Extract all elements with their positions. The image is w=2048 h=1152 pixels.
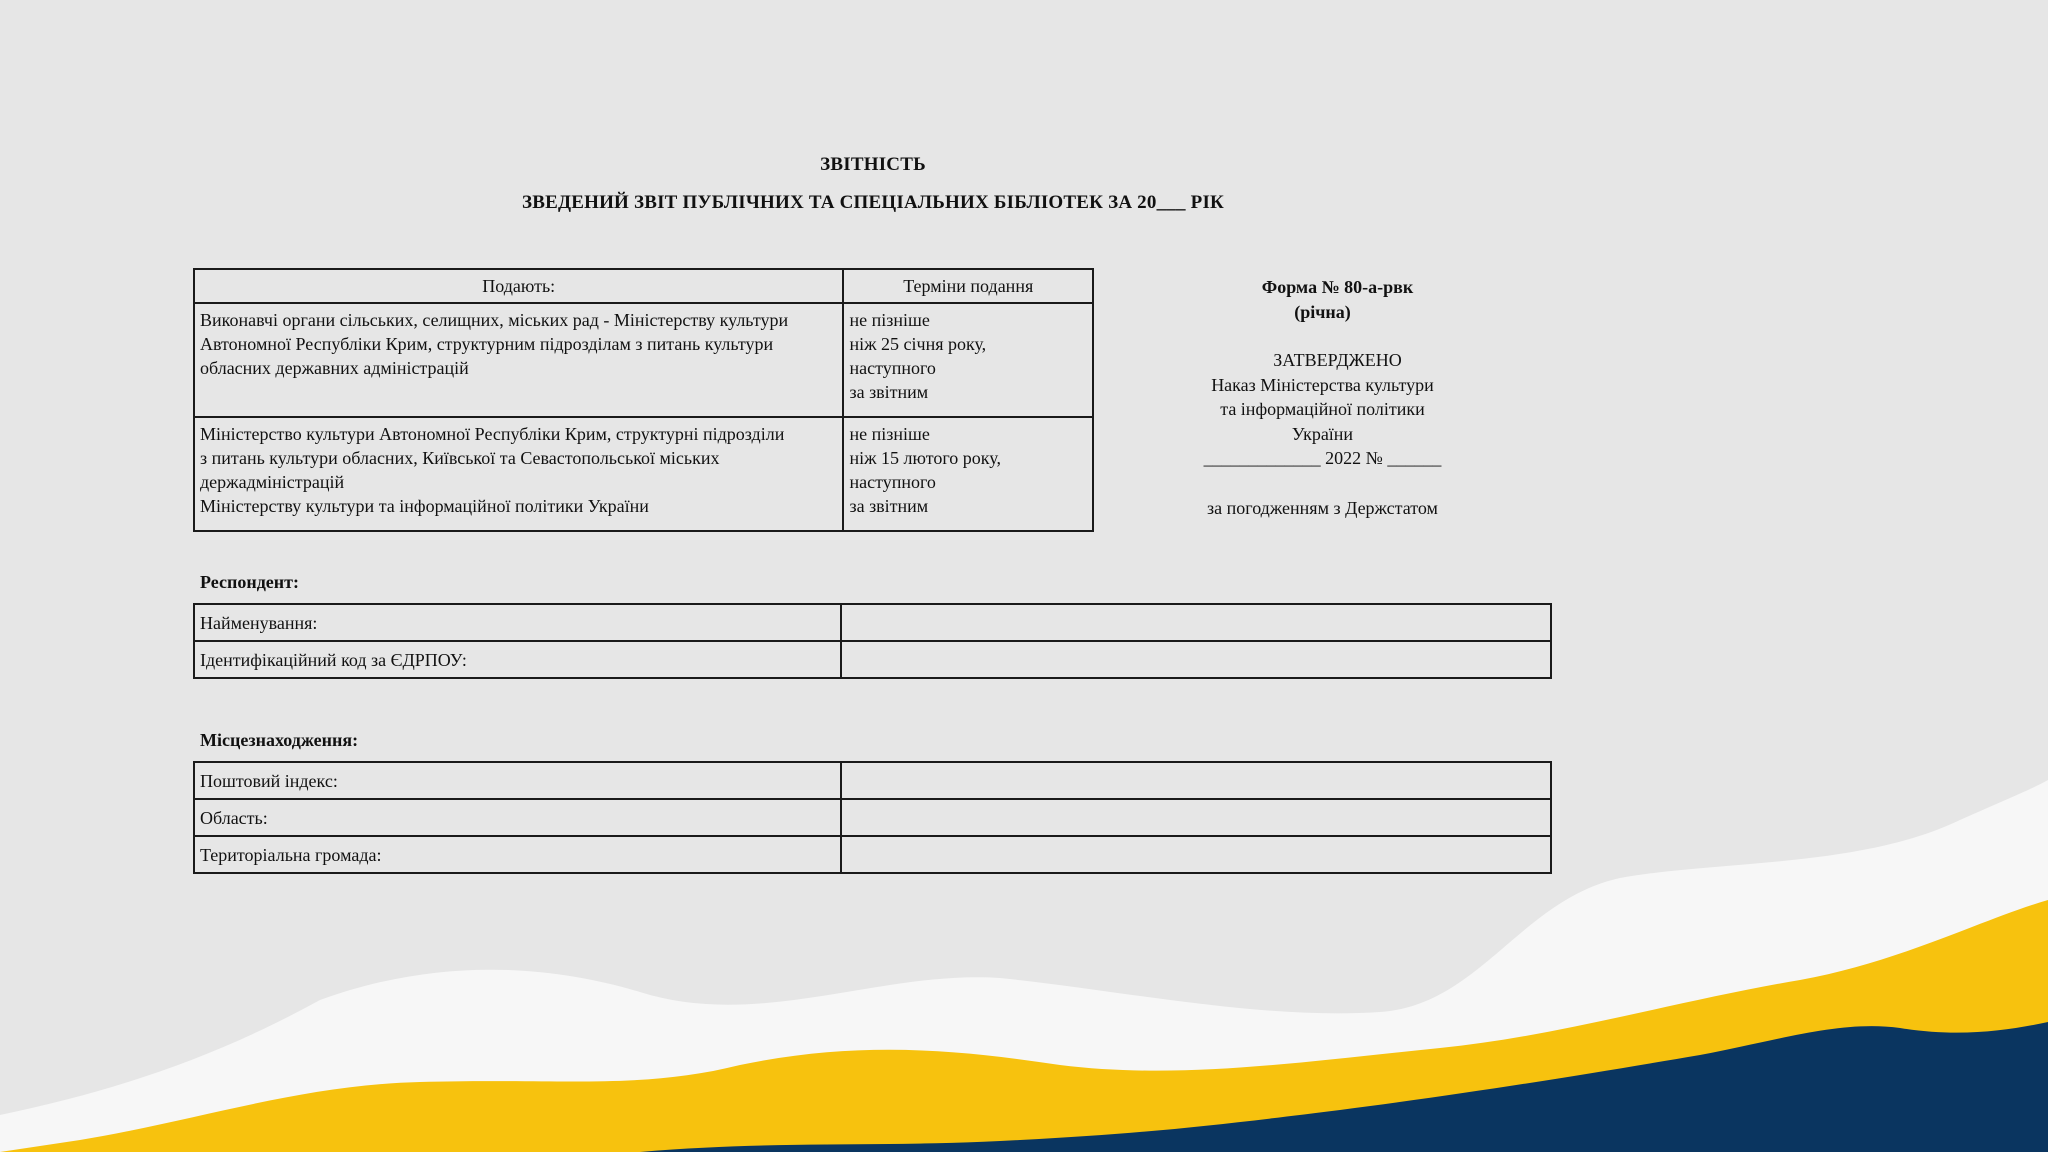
deadline-cell <box>843 417 1093 531</box>
community-input-cell[interactable] <box>841 836 1551 873</box>
agreement-note: за погодженням з Держстатом <box>1207 497 1438 518</box>
table-row <box>194 762 1551 799</box>
text-line: з питань культури обласних, Київської та Севастопольської міських <box>200 448 720 468</box>
deadline-cell <box>843 303 1093 417</box>
text-line: наступного <box>849 472 936 492</box>
table-row <box>194 836 1551 873</box>
text-line: ніж 15 лютого року, <box>849 448 1001 468</box>
field-label-postal-code: Поштовий індекс: <box>194 762 841 799</box>
field-label-edrpou: Ідентифікаційний код за ЄДРПОУ: <box>194 641 841 678</box>
postal-code-input-cell[interactable] <box>841 762 1551 799</box>
submission-table-header <box>194 269 1093 303</box>
region-input-cell[interactable] <box>841 799 1551 836</box>
text-line: держадміністрацій <box>200 472 345 492</box>
field-label-name: Найменування: <box>194 604 841 641</box>
form-period: (річна) <box>1294 301 1351 322</box>
text-line: за звітним <box>849 496 929 516</box>
submitters-cell <box>194 303 843 417</box>
field-label-region: Область: <box>194 799 841 836</box>
text-line: Міністерство культури Автономної Республіки Крим, структурні підрозділи <box>200 424 785 444</box>
text-line: наступного <box>849 358 936 378</box>
order-line: України <box>1291 423 1354 444</box>
order-line: та інформаційної політики <box>1220 399 1425 419</box>
respondent-table <box>193 603 1552 679</box>
text-line: Автономної Республіки Крим, структурним підрозділам з питань культури <box>200 334 774 354</box>
name-input-cell[interactable] <box>841 604 1551 641</box>
form-approval-block <box>1150 275 1495 520</box>
approved-stamp-text: ЗАТВЕРДЖЕНО <box>1273 350 1402 370</box>
table-row <box>194 417 1093 531</box>
text-line: не пізніше <box>849 424 930 444</box>
respondent-label: Респондент: <box>200 572 299 592</box>
form-number: Форма № 80-а-рвк <box>1261 277 1414 297</box>
field-label-community: Територіальна громада: <box>194 836 841 873</box>
table-row <box>194 641 1551 678</box>
text-line: обласних державних адміністрацій <box>200 358 469 378</box>
text-line: ніж 25 січня року, <box>849 334 987 354</box>
location-table <box>193 761 1552 874</box>
submitters-cell <box>194 417 843 531</box>
document-subtitle: ЗВЕДЕНИЙ ЗВІТ ПУБЛІЧНИХ ТА СПЕЦІАЛЬНИХ БІБЛІОТЕК ЗА 20___ РІК <box>521 192 1225 213</box>
text-line: не пізніше <box>849 310 930 330</box>
table-row <box>194 303 1093 417</box>
table-row <box>194 604 1551 641</box>
submission-table <box>193 268 1094 532</box>
order-line: Наказ Міністерства культури <box>1211 374 1434 395</box>
text-line: за звітним <box>849 382 929 402</box>
text-line: Міністерству культури та інформаційної політики України <box>200 496 649 516</box>
text-line: Виконавчі органи сільських, селищних, міських рад - Міністерству культури <box>200 310 789 330</box>
document-title: ЗВІТНІСТЬ <box>820 154 926 175</box>
header-submitters: Подають: <box>194 269 843 303</box>
order-date: _____________ 2022 № ______ <box>1203 448 1442 468</box>
location-label: Місцезнаходження: <box>200 730 359 750</box>
edrpou-input-cell[interactable] <box>841 641 1551 678</box>
table-row <box>194 799 1551 836</box>
header-deadlines: Терміни подання <box>843 269 1093 303</box>
